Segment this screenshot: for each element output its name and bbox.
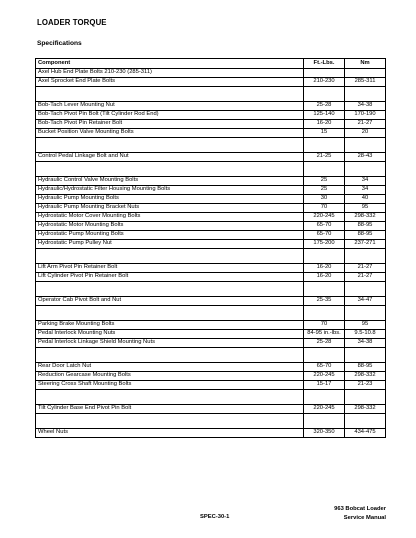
ftlbs-cell: 25-28 <box>304 102 345 111</box>
spacer-cell <box>304 138 345 153</box>
spacer-cell <box>36 249 304 264</box>
component-cell: Hydrostatic Motor Cover Mounting Bolts <box>36 213 304 222</box>
component-cell: Hydrostatic Pump Pulley Nut <box>36 240 304 249</box>
ftlbs-cell: 16-20 <box>304 264 345 273</box>
nm-cell: 9.5-10.8 <box>345 330 386 339</box>
table-row <box>36 381 386 390</box>
table-row <box>36 363 386 372</box>
ftlbs-cell: 70 <box>304 204 345 213</box>
nm-cell: 34-38 <box>345 102 386 111</box>
nm-cell: 28-43 <box>345 153 386 162</box>
nm-cell: 34-47 <box>345 297 386 306</box>
spacer-cell <box>304 348 345 363</box>
nm-cell: 298-332 <box>345 213 386 222</box>
nm-cell: 21-23 <box>345 381 386 390</box>
table-row <box>36 429 386 438</box>
ftlbs-cell: 15-17 <box>304 381 345 390</box>
spacer-cell <box>36 306 304 321</box>
ftlbs-cell: 220-245 <box>304 372 345 381</box>
spacer-row <box>36 87 386 102</box>
spacer-cell <box>36 414 304 429</box>
header-component: Component <box>36 59 304 69</box>
spacer-cell <box>304 390 345 405</box>
component-cell: Steering Cross Shaft Mounting Bolts <box>36 381 304 390</box>
component-cell: Bob-Tach Lever Mounting Nut <box>36 102 304 111</box>
spacer-cell <box>36 87 304 102</box>
page-code: SPEC-30-1 <box>200 514 230 520</box>
spacer-cell <box>345 414 386 429</box>
table-row <box>36 78 386 87</box>
nm-cell: 298-332 <box>345 405 386 414</box>
ftlbs-cell: 30 <box>304 195 345 204</box>
spacer-row <box>36 348 386 363</box>
table-row <box>36 195 386 204</box>
nm-cell: 40 <box>345 195 386 204</box>
nm-cell: 21-27 <box>345 120 386 129</box>
component-cell: Control Pedal Linkage Bolt and Nut <box>36 153 304 162</box>
component-cell: Tilt Cylinder Base End Pivot Pin Bolt <box>36 405 304 414</box>
component-cell: Pedal Interlock Mounting Nuts <box>36 330 304 339</box>
spacer-cell <box>304 87 345 102</box>
table-row <box>36 240 386 249</box>
ftlbs-cell: 65-70 <box>304 363 345 372</box>
component-cell: Bob-Tach Pivot Pin Retainer Bolt <box>36 120 304 129</box>
ftlbs-cell: 25-28 <box>304 339 345 348</box>
nm-cell: 88-95 <box>345 363 386 372</box>
ftlbs-cell: 15 <box>304 129 345 138</box>
table-body <box>36 69 386 438</box>
model-name: 963 Bobcat Loader <box>334 506 386 512</box>
nm-cell: 88-95 <box>345 222 386 231</box>
spacer-row <box>36 306 386 321</box>
spacer-cell <box>36 282 304 297</box>
component-cell: Lift Cylinder Pivot Pin Retainer Bolt <box>36 273 304 282</box>
ftlbs-cell: 21-25 <box>304 153 345 162</box>
spacer-cell <box>304 414 345 429</box>
page-title: LOADER TORQUE <box>37 18 107 27</box>
table-row <box>36 129 386 138</box>
spacer-cell <box>36 162 304 177</box>
spacer-cell <box>304 249 345 264</box>
nm-cell: 20 <box>345 129 386 138</box>
spacer-cell <box>345 390 386 405</box>
spacer-cell <box>36 390 304 405</box>
table-row <box>36 111 386 120</box>
spacer-row <box>36 162 386 177</box>
table-row <box>36 204 386 213</box>
spacer-row <box>36 138 386 153</box>
nm-cell: 237-271 <box>345 240 386 249</box>
table-row <box>36 120 386 129</box>
ftlbs-cell: 84-95 in.-lbs. <box>304 330 345 339</box>
spacer-row <box>36 414 386 429</box>
component-cell: Bob-Tach Pivot Pin Bolt (Tilt Cylinder Rod End) <box>36 111 304 120</box>
nm-cell: 21-27 <box>345 273 386 282</box>
component-cell: Wheel Nuts <box>36 429 304 438</box>
nm-cell: 95 <box>345 321 386 330</box>
table-row <box>36 321 386 330</box>
table-row <box>36 372 386 381</box>
component-cell: Bucket Position Valve Mounting Bolts <box>36 129 304 138</box>
nm-cell: 95 <box>345 204 386 213</box>
ftlbs-cell: 175-200 <box>304 240 345 249</box>
table-row <box>36 153 386 162</box>
section-title: Specifications <box>37 40 82 47</box>
table-row <box>36 213 386 222</box>
ftlbs-cell: 25 <box>304 177 345 186</box>
spacer-cell <box>345 138 386 153</box>
ftlbs-cell: 16-20 <box>304 120 345 129</box>
header-nm: Nm <box>345 59 386 69</box>
component-cell: Axel Sprocket End Plate Bolts <box>36 78 304 87</box>
table-row <box>36 222 386 231</box>
component-cell: Axel Hub End Plate Bolts 210-230 (285-311) <box>36 69 304 78</box>
table-row <box>36 186 386 195</box>
component-cell: Hydrostatic Pump Mounting Bolts <box>36 231 304 240</box>
table-row <box>36 177 386 186</box>
table-row <box>36 264 386 273</box>
nm-cell: 34 <box>345 177 386 186</box>
component-cell: Hydraulic Pump Mounting Bolts <box>36 195 304 204</box>
nm-cell: 34 <box>345 186 386 195</box>
ftlbs-cell: 25 <box>304 186 345 195</box>
component-cell: Hydrostatic Motor Mounting Bolts <box>36 222 304 231</box>
ftlbs-cell: 320-350 <box>304 429 345 438</box>
table-row <box>36 330 386 339</box>
spacer-cell <box>345 282 386 297</box>
spacer-row <box>36 249 386 264</box>
ftlbs-cell: 65-70 <box>304 231 345 240</box>
ftlbs-cell: 220-245 <box>304 405 345 414</box>
spacer-cell <box>345 162 386 177</box>
nm-cell: 298-332 <box>345 372 386 381</box>
nm-cell: 285-311 <box>345 78 386 87</box>
table-row <box>36 405 386 414</box>
ftlbs-cell: 16-20 <box>304 273 345 282</box>
header-ftlbs: Ft.-Lbs. <box>304 59 345 69</box>
table-row <box>36 297 386 306</box>
table-row <box>36 339 386 348</box>
nm-cell: 170-190 <box>345 111 386 120</box>
component-cell: Lift Arm Pivot Pin Retainer Bolt <box>36 264 304 273</box>
component-cell: Reduction Gearcase Mounting Bolts <box>36 372 304 381</box>
spacer-cell <box>345 249 386 264</box>
table-row <box>36 69 386 78</box>
ftlbs-cell: 220-245 <box>304 213 345 222</box>
torque-spec-table <box>35 58 386 438</box>
component-cell: Rear Door Latch Nut <box>36 363 304 372</box>
ftlbs-cell: 125-140 <box>304 111 345 120</box>
ftlbs-cell: 25-35 <box>304 297 345 306</box>
spacer-row <box>36 282 386 297</box>
spacer-cell <box>345 348 386 363</box>
table-row <box>36 273 386 282</box>
spacer-cell <box>304 282 345 297</box>
manual-name: Service Manual <box>343 515 386 521</box>
table-row <box>36 102 386 111</box>
component-cell: Hydraulic Pump Mounting Bracket Nuts <box>36 204 304 213</box>
ftlbs-cell: 65-70 <box>304 222 345 231</box>
nm-cell: 34-38 <box>345 339 386 348</box>
spacer-cell <box>345 306 386 321</box>
nm-cell <box>345 69 386 78</box>
ftlbs-cell: 210-230 <box>304 78 345 87</box>
nm-cell: 21-27 <box>345 264 386 273</box>
table-header-row <box>36 59 386 69</box>
spacer-cell <box>36 348 304 363</box>
component-cell: Pedal Interlock Linkage Shield Mounting Nuts <box>36 339 304 348</box>
ftlbs-cell <box>304 69 345 78</box>
manual-info <box>334 505 386 523</box>
spacer-cell <box>304 306 345 321</box>
spacer-cell <box>345 87 386 102</box>
spacer-cell <box>36 138 304 153</box>
component-cell: Parking Brake Mounting Bolts <box>36 321 304 330</box>
spacer-row <box>36 390 386 405</box>
component-cell: Operator Cab Pivot Bolt and Nut <box>36 297 304 306</box>
nm-cell: 434-475 <box>345 429 386 438</box>
component-cell: Hydraulic Control Valve Mounting Bolts <box>36 177 304 186</box>
table-row <box>36 231 386 240</box>
nm-cell: 88-95 <box>345 231 386 240</box>
ftlbs-cell: 70 <box>304 321 345 330</box>
component-cell: Hydraulic/Hydrostatic Filter Housing Mounting Bolts <box>36 186 304 195</box>
spacer-cell <box>304 162 345 177</box>
